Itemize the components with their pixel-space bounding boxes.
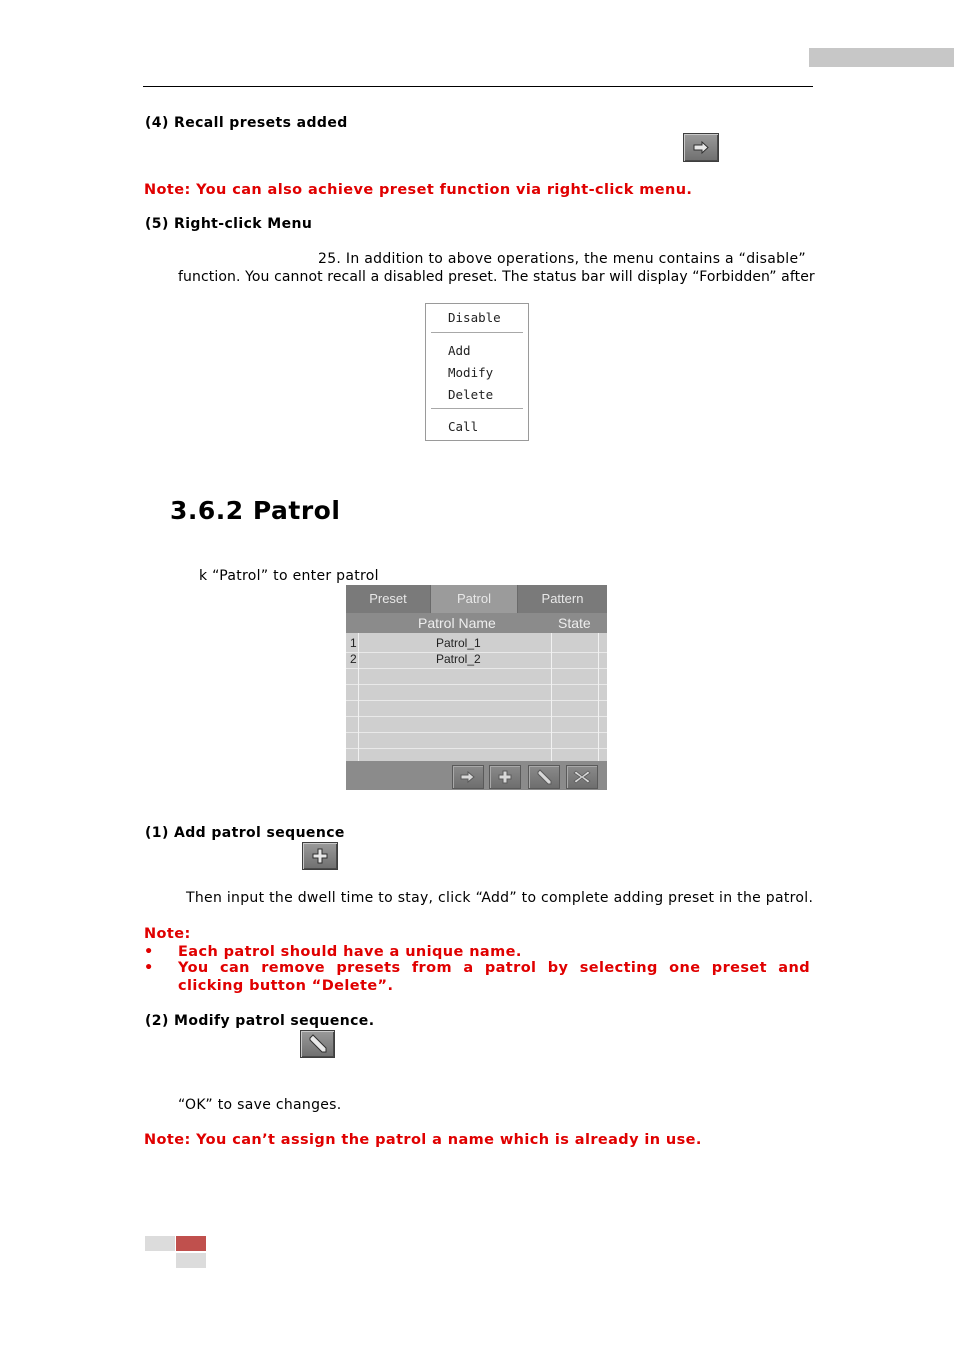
delete-patrol-button[interactable] (566, 765, 598, 789)
footer-block (176, 1253, 206, 1268)
arrow-right-icon (684, 134, 718, 161)
table-row[interactable] (346, 685, 607, 701)
add-patrol-text: Then input the dwell time to stay, click “Add” to complete adding preset in the patrol. (186, 890, 814, 906)
bullet-text: Each patrol should have a unique name. (178, 944, 522, 960)
recall-button[interactable] (683, 133, 719, 162)
section-add-patrol-title: (1) Add patrol sequence (145, 825, 345, 841)
footer-block-accent (176, 1236, 206, 1251)
patrol-name-cell: Patrol_2 (436, 652, 481, 666)
tab-preset[interactable]: Preset (346, 585, 431, 613)
menu-item-delete[interactable]: Delete (448, 387, 494, 402)
column-divider (358, 633, 359, 761)
menu-item-modify[interactable]: Modify (448, 365, 494, 380)
menu-item-call[interactable]: Call (448, 419, 479, 434)
footer-block (145, 1236, 175, 1251)
column-header-patrol-name: Patrol Name (418, 615, 496, 631)
bullet: • (144, 960, 154, 976)
table-row[interactable] (346, 733, 607, 749)
menu-item-add[interactable]: Add (448, 343, 471, 358)
section-recall-presets-title: (4) Recall presets added (145, 115, 348, 131)
note-label: Note: (144, 926, 191, 942)
patrol-name-cell: Patrol_1 (436, 636, 481, 650)
list-item (144, 960, 810, 995)
plus-icon (490, 766, 520, 788)
patrol-panel (346, 585, 607, 790)
section-heading: 3.6.2 Patrol (170, 496, 341, 525)
pencil-icon (529, 766, 559, 788)
add-patrol-inline-button[interactable] (302, 842, 338, 870)
table-row[interactable] (346, 653, 607, 669)
arrow-right-icon (453, 766, 483, 788)
column-divider (551, 633, 552, 761)
note-right-click: Note: You can also achieve preset function via right-click menu. (144, 182, 693, 198)
table-row[interactable] (346, 669, 607, 685)
close-icon (567, 766, 597, 788)
list-item (144, 944, 810, 960)
section-modify-patrol-title: (2) Modify patrol sequence. (145, 1013, 375, 1029)
column-divider (598, 633, 599, 761)
plus-icon (303, 843, 337, 869)
bullet: • (144, 944, 154, 960)
right-click-text-line1: 25. In addition to above operations, the menu contains a “disable” (318, 251, 806, 267)
header-rule (143, 86, 813, 87)
menu-item-disable[interactable]: Disable (448, 310, 501, 325)
note-name-in-use: Note: You can’t assign the patrol a name which is already in use. (144, 1132, 702, 1148)
context-menu (425, 303, 529, 441)
row-number: 1 (350, 636, 357, 650)
row-number: 2 (350, 652, 357, 666)
bullet-text: You can remove presets from a patrol by selecting one preset and clicking button “Delete”. (178, 960, 810, 994)
menu-separator (431, 408, 523, 409)
modify-patrol-inline-button[interactable] (300, 1030, 335, 1058)
table-row[interactable] (346, 717, 607, 733)
note-bullet-list (144, 944, 810, 995)
right-click-text-line2: function. You cannot recall a disabled preset. The status bar will display “Forbidden” after (178, 269, 815, 285)
tab-patrol[interactable]: Patrol (431, 585, 518, 613)
patrol-table (346, 633, 607, 761)
pencil-icon (301, 1031, 334, 1057)
tab-pattern[interactable]: Pattern (518, 585, 607, 613)
section-right-click-title: (5) Right-click Menu (145, 216, 313, 232)
column-header-state: State (558, 615, 591, 631)
modify-patrol-text: “OK” to save changes. (178, 1097, 342, 1113)
add-patrol-button[interactable] (489, 765, 521, 789)
patrol-intro-text: k “Patrol” to enter patrol (199, 568, 379, 584)
table-row[interactable] (346, 637, 607, 653)
modify-patrol-button[interactable] (528, 765, 560, 789)
header-bar (809, 48, 954, 67)
call-patrol-button[interactable] (452, 765, 484, 789)
menu-separator (431, 332, 523, 333)
table-row[interactable] (346, 701, 607, 717)
